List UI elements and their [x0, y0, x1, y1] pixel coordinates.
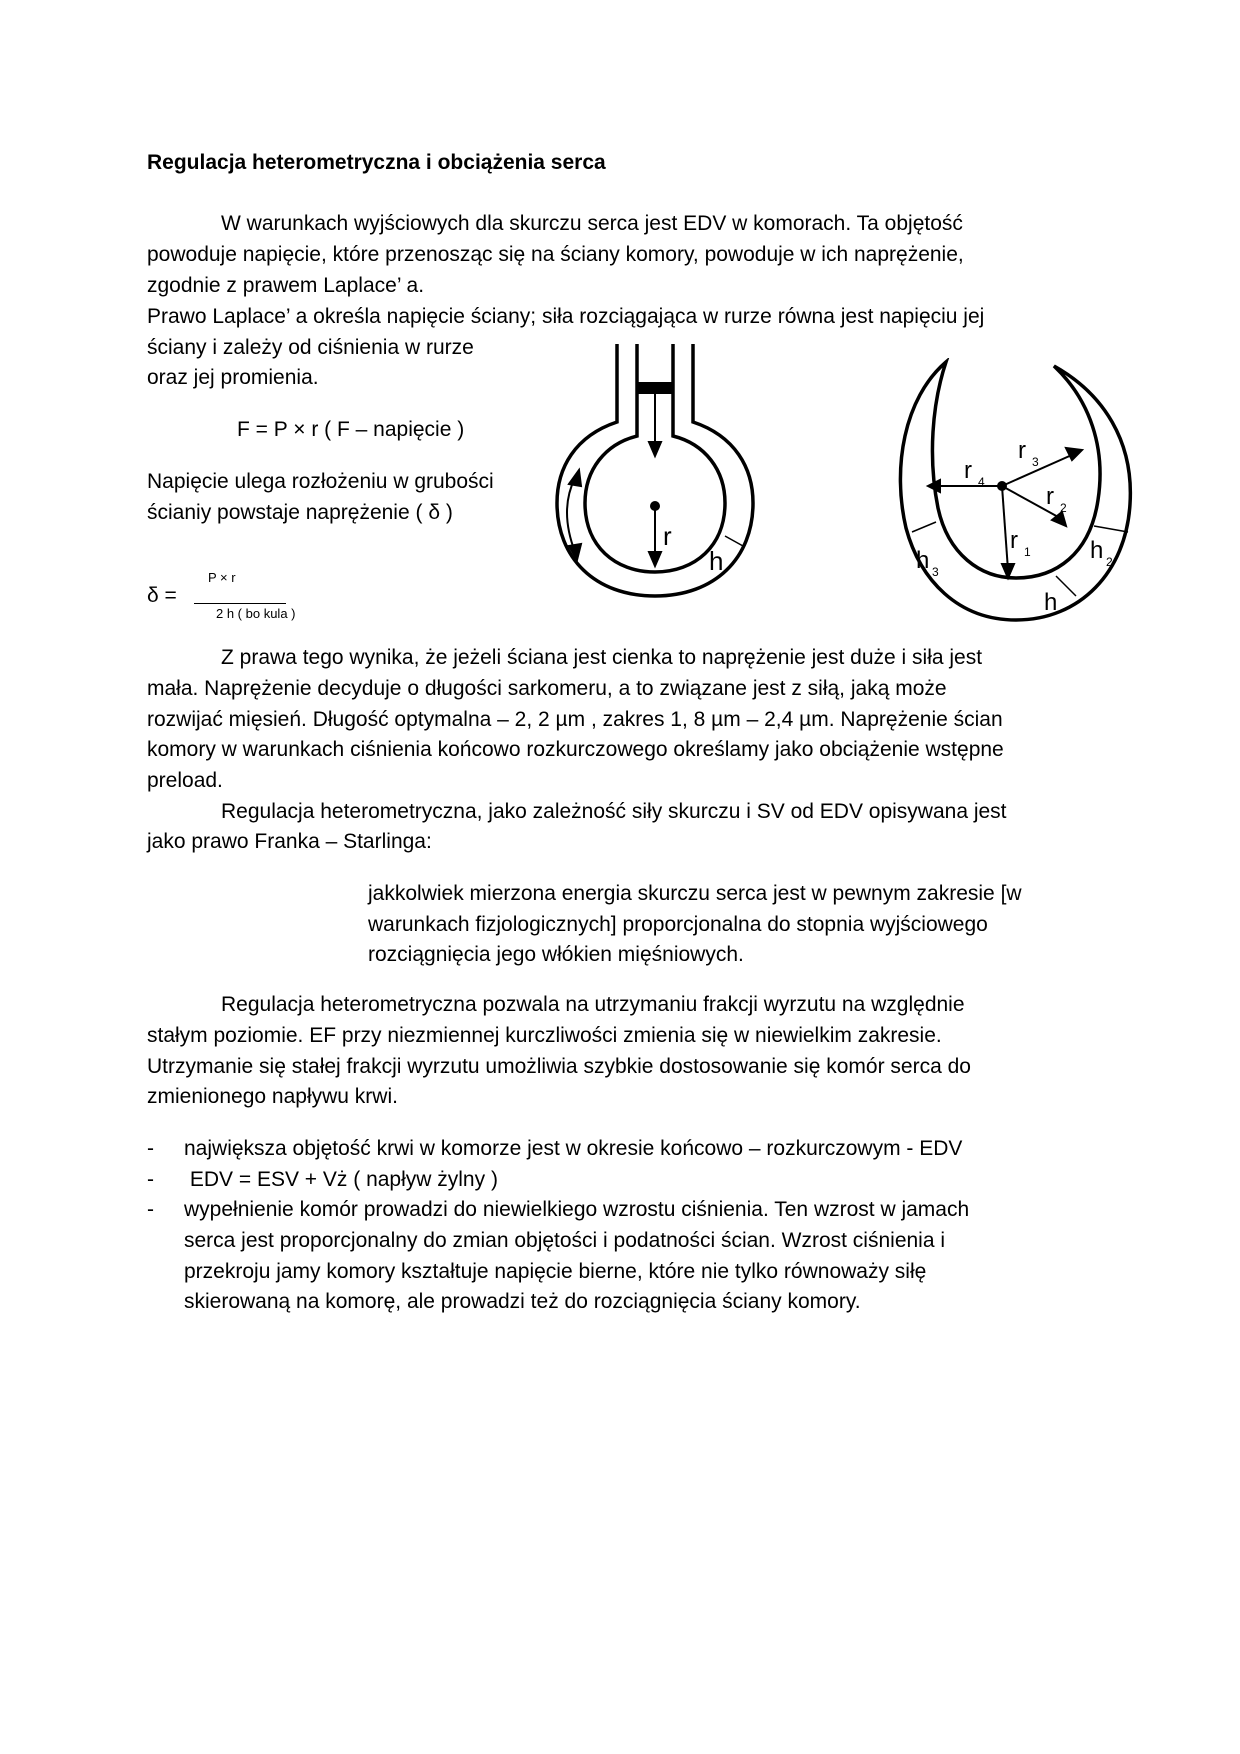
thickness-label: h — [709, 546, 724, 576]
r4-subscript: 4 — [978, 475, 985, 489]
p5-line-2: jako prawo Franka – Starlinga: — [147, 830, 432, 853]
p2-line-3: oraz jej promienia. — [147, 366, 319, 389]
p3-line-2: ścianiy powstaje naprężenie ( δ ) — [147, 501, 453, 524]
r3-label: r — [1018, 437, 1026, 464]
p4-line-3: rozwijać mięsień. Długość optymalna – 2, 2 µm , zakres 1, 8 µm – 2,4 µm. Naprężenie ścian — [147, 708, 1003, 731]
p6-line-3: Utrzymanie się stałej frakcji wyrzutu umożliwia szybkie dostosowanie się komór serca do — [147, 1055, 971, 1078]
bullet-dash-2: - — [147, 1168, 154, 1191]
p4-line-4: komory w warunkach ciśnienia końcowo rozkurczowego określamy jako obciążenie wstępne — [147, 738, 1004, 761]
p1-line-2: powoduje napięcie, które przenosząc się na ściany komory, powoduje w ich naprężenie, — [147, 243, 964, 266]
bullet-2-line-1: EDV = ESV + Vż ( napływ żylny ) — [184, 1168, 498, 1191]
r1-label: r — [1010, 527, 1018, 554]
laplace-tube-diagram — [555, 338, 755, 620]
bullet-3-line-2: serca jest proporcjonalny do zmian objętości i podatności ścian. Wzrost ciśnienia i — [184, 1229, 946, 1252]
bullet-3-line-1: wypełnienie komór prowadzi do niewielkiego wzrostu ciśnienia. Ten wzrost w jamach — [184, 1198, 970, 1221]
r2-subscript: 2 — [1060, 501, 1067, 515]
p4-line-1: Z prawa tego wynika, że jeżeli ściana jest cienka to naprężenie jest duże i siła jest — [221, 646, 983, 669]
p4-line-5: preload. — [147, 769, 223, 792]
bullet-3-line-3: przekroju jamy komory kształtuje napięcie bierne, które nie tylko równoważy siłę — [184, 1260, 927, 1283]
bullet-dash-1: - — [147, 1137, 154, 1160]
r3-subscript: 3 — [1032, 455, 1039, 469]
page-title: Regulacja heterometryczna i obciążenia serca — [147, 151, 606, 174]
p6-line-2: stałym poziomie. EF przy niezmiennej kurczliwości zmienia się w niewielkim zakresie. — [147, 1024, 942, 1047]
quote-line-1: jakkolwiek mierzona energia skurczu serca jest w pewnym zakresie [w — [368, 882, 1022, 905]
p2-line-2: ściany i zależy od ciśnienia w rurze — [147, 336, 474, 359]
r2-label: r — [1046, 483, 1054, 510]
fraction-bar — [194, 603, 286, 604]
r1-subscript: 1 — [1024, 545, 1031, 559]
ventricle-diagram — [884, 358, 1140, 628]
h3-subscript: 3 — [932, 565, 939, 579]
p1-line-3: zgodnie z prawem Laplace’ a. — [147, 274, 425, 297]
bullet-1-line-1: największa objętość krwi w komorze jest w okresie końcowo – rozkurczowym - EDV — [184, 1137, 963, 1160]
p2-line-1: Prawo Laplace’ a określa napięcie ściany; siła rozciągająca w rurze równa jest napięciu jej — [147, 305, 985, 328]
h2-subscript: 2 — [1106, 555, 1113, 569]
formula-delta-lhs: δ = — [147, 584, 177, 607]
h2-label: h — [1090, 537, 1104, 564]
bullet-dash-3: - — [147, 1198, 154, 1221]
p6-line-1: Regulacja heterometryczna pozwala na utrzymaniu frakcji wyrzutu na względnie — [221, 993, 965, 1016]
formula-delta-denominator: 2 h ( bo kula ) — [216, 606, 296, 621]
p6-line-4: zmienionego napływu krwi. — [147, 1085, 398, 1108]
quote-line-2: warunkach fizjologicznych] proporcjonalna do stopnia wyjściowego — [368, 913, 988, 936]
bullet-3-line-4: skierowaną na komorę, ale prowadzi też do rozciągnięcia ściany komory. — [184, 1290, 861, 1313]
formula-delta-numerator: P × r — [208, 570, 236, 585]
p1-line-1: W warunkach wyjściowych dla skurczu serca jest EDV w komorach. Ta objętość — [221, 212, 963, 235]
formula-force: F = P × r ( F – napięcie ) — [237, 418, 465, 441]
quote-line-3: rozciągnięcia jego włókien mięśniowych. — [368, 943, 744, 966]
p4-line-2: mała. Naprężenie decyduje o długości sarkomeru, a to związane jest z siłą, jaką może — [147, 677, 947, 700]
radius-label: r — [663, 521, 672, 551]
p3-line-1: Napięcie ulega rozłożeniu w grubości — [147, 470, 494, 493]
piston-icon — [637, 382, 673, 394]
h-label: h — [1044, 589, 1058, 616]
h3-label: h — [916, 547, 930, 574]
r4-label: r — [964, 457, 972, 484]
p5-line-1: Regulacja heterometryczna, jako zależność siły skurczu i SV od EDV opisywana jest — [221, 800, 1007, 823]
